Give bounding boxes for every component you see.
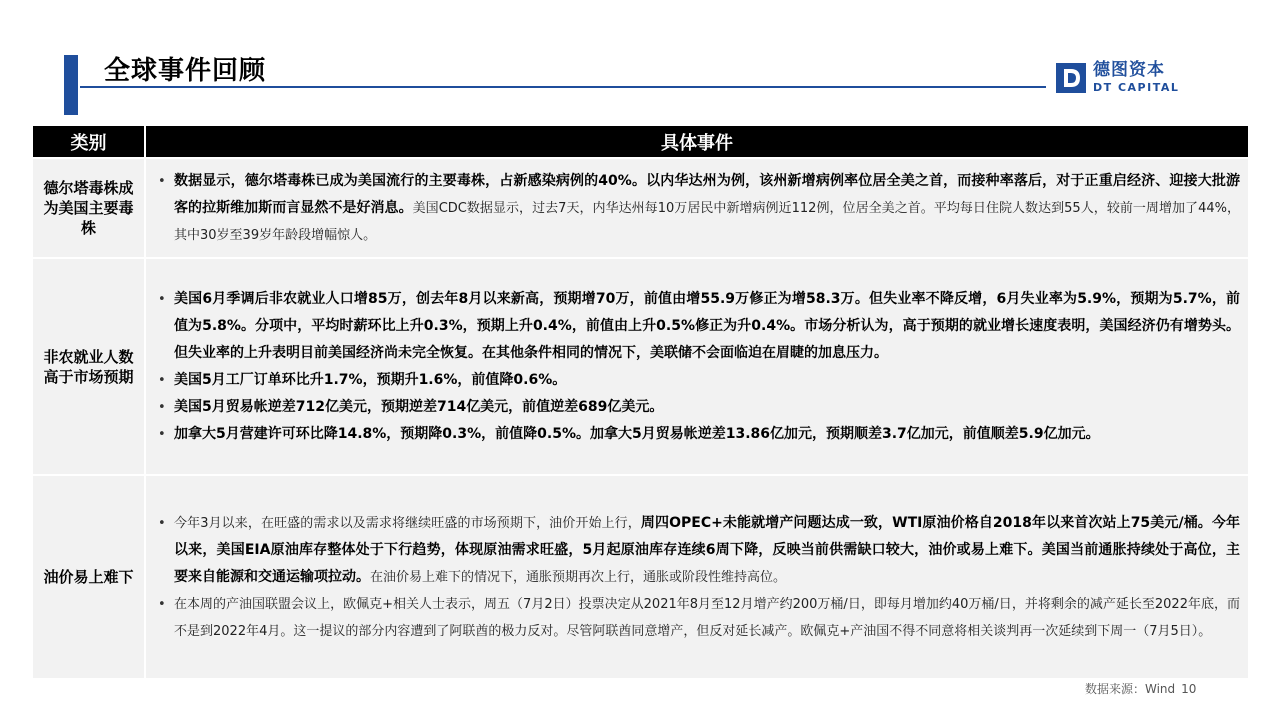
category-cell: 德尔塔毒株成为美国主要毒株 (33, 158, 145, 258)
header-category: 类别 (33, 126, 145, 158)
bullet-text: 美国CDC数据显示，过去7天，内华达州每10万居民中新增病例近112例，位居全美之首。平均每日住院人数达到55人，较前一周增加了44%，其中30岁至39岁年龄段增幅惊人。 (174, 200, 1241, 243)
bullet-bold-text: 美国6月季调后非农就业人口增85万，创去年8月以来新高，预期增70万，前值由增55.9万修正为增58.3万。但失业率不降反增，6月失业率为5.9%，预期为5.7%，前值为5.8%。分项中，平均时薪环比上升0.3%，预期上升0.4%，前值由上升0.5%修正为升0.4%。市场分析认为，高于预期的就业增长速度表明，美国经济仍有增势头。但失业率的上升表明目前美国经济尚未完全恢复。在其他条件相同的情况下，美联储不会面临迫在眉睫的加息压力。 (174, 290, 1240, 361)
bullet-item (156, 510, 1240, 591)
footer (1085, 680, 1196, 697)
bullet-text: 在本周的产油国联盟会议上，欧佩克+相关人士表示，周五（7月2日）投票决定从2021年8月至12月增产约200万桶/日，即每月增加约40万桶/日，并将剩余的减产延长至2022年底，而不是到2022年4月。这一提议的部分内容遭到了阿联酋的极力反对。尽管阿联酋同意增产，但反对延长减产。欧佩克+产油国不得不同意将相关谈判再一次延续到下周一（7月5日）。 (174, 596, 1240, 639)
header-events: 具体事件 (145, 126, 1248, 158)
category-cell: 非农就业人数高于市场预期 (33, 258, 145, 475)
bullet-bold-text: 美国5月贸易帐逆差712亿美元，预期逆差714亿美元，前值逆差689亿美元。 (174, 398, 664, 415)
bullet-bold-text: 美国5月工厂订单环比升1.7%，预期升1.6%，前值降0.6%。 (174, 371, 567, 388)
bullet-list (156, 510, 1240, 645)
events-table (33, 126, 1248, 678)
table-row (33, 258, 1248, 475)
table-header-row (33, 126, 1248, 158)
detail-cell (145, 258, 1248, 475)
page-number: 10 (1181, 682, 1197, 696)
bullet-item (156, 591, 1240, 645)
bullet-text: 今年3月以来，在旺盛的需求以及需求将继续旺盛的市场预期下，油价开始上行， (174, 515, 641, 531)
bullet-item (156, 168, 1240, 249)
detail-cell (145, 158, 1248, 258)
bullet-item (156, 367, 1240, 394)
table-row (33, 475, 1248, 678)
data-source: 数据来源：Wind (1085, 682, 1176, 696)
bullet-item (156, 394, 1240, 421)
logo-mark-icon (1056, 63, 1086, 93)
table-row (33, 158, 1248, 258)
category-cell: 油价易上难下 (33, 475, 145, 678)
bullet-list (156, 168, 1240, 249)
bullet-bold-text: 数据显示，德尔塔毒株已成为美国流行的主要毒株，占新感染病例的40%。以内华达州为例，该州新增病例率位居全美之首，而接种率落后，对于正重启经济、迎接大批游客的拉斯维加斯而言显然不是好消息。 (174, 172, 1240, 216)
page-title: 全球事件回顾 (104, 56, 267, 86)
bullet-list (156, 286, 1240, 448)
bullet-item (156, 286, 1240, 367)
title-accent-bar (64, 55, 78, 115)
bullet-bold-text: 周四OPEC+未能就增产问题达成一致，WTI原油价格自2018年以来首次站上75美元/桶。今年以来，美国EIA原油库存整体处于下行趋势，体现原油需求旺盛，5月起原油库存连续6周下降，反映当前供需缺口较大，油价或易上难下。美国当前通胀持续处于高位，主要来自能源和交通运输项拉动。 (174, 514, 1240, 585)
logo-name-en: DT CAPITAL (1093, 81, 1180, 94)
detail-cell (145, 475, 1248, 678)
bullet-bold-text: 加拿大5月营建许可环比降14.8%，预期降0.3%，前值降0.5%。加拿大5月贸易帐逆差13.86亿加元，预期顺差3.7亿加元，前值顺差5.9亿加元。 (174, 425, 1100, 442)
logo-name-cn: 德图资本 (1093, 60, 1165, 80)
bullet-text: 在油价易上难下的情况下，通胀预期再次上行，通胀或阶段性维持高位。 (370, 569, 787, 585)
bullet-item (156, 421, 1240, 448)
title-divider (80, 86, 1046, 88)
company-logo (1056, 62, 1179, 93)
